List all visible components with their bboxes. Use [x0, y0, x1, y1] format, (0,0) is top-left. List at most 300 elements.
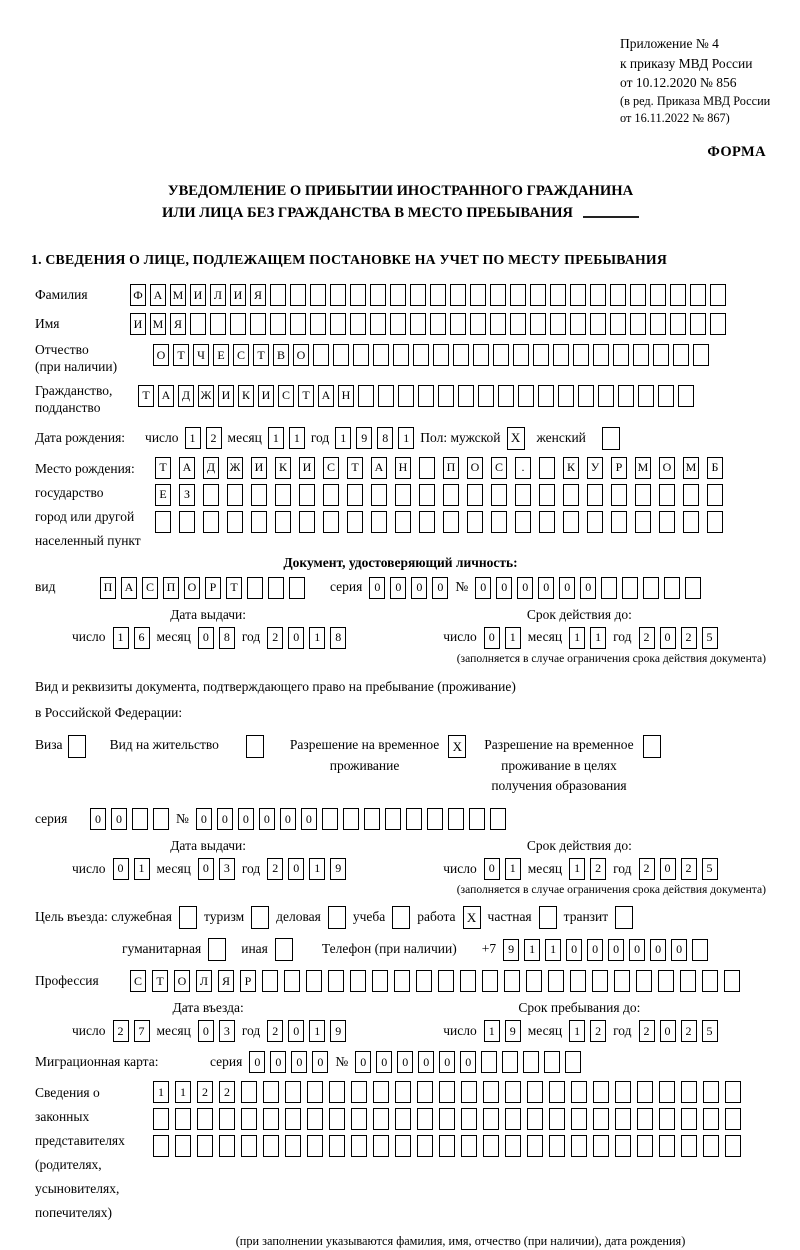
char-cell[interactable]: [450, 284, 466, 306]
char-cell[interactable]: 2: [681, 627, 697, 649]
char-cell[interactable]: [155, 511, 171, 533]
char-cell[interactable]: 1: [289, 427, 305, 449]
char-cell[interactable]: 1: [524, 939, 540, 961]
char-cell[interactable]: 1: [175, 1081, 191, 1103]
char-cell[interactable]: 0: [559, 577, 575, 599]
char-cell[interactable]: 7: [134, 1020, 150, 1042]
char-cell[interactable]: [323, 484, 339, 506]
char-cell[interactable]: [416, 970, 432, 992]
char-cell[interactable]: 2: [590, 858, 606, 880]
char-cell[interactable]: [478, 385, 494, 407]
char-cell[interactable]: [683, 484, 699, 506]
char-cell[interactable]: [702, 970, 718, 992]
char-cell[interactable]: [153, 1135, 169, 1157]
char-cell[interactable]: [210, 313, 226, 335]
char-cell[interactable]: [351, 1108, 367, 1130]
char-cell[interactable]: 5: [702, 1020, 718, 1042]
char-cell[interactable]: [510, 313, 526, 335]
char-cell[interactable]: [132, 808, 148, 830]
char-cell[interactable]: [725, 1108, 741, 1130]
char-cell[interactable]: М: [170, 284, 186, 306]
char-cell[interactable]: 2: [113, 1020, 129, 1042]
char-cell[interactable]: 0: [411, 577, 427, 599]
char-cell[interactable]: 9: [503, 939, 519, 961]
char-cell[interactable]: 0: [671, 939, 687, 961]
char-cell[interactable]: [678, 385, 694, 407]
char-cell[interactable]: [241, 1135, 257, 1157]
char-cell[interactable]: О: [467, 457, 483, 479]
char-cell[interactable]: [413, 344, 429, 366]
char-cell[interactable]: [219, 1108, 235, 1130]
char-cell[interactable]: [263, 1135, 279, 1157]
char-cell[interactable]: [570, 284, 586, 306]
char-cell[interactable]: С: [278, 385, 294, 407]
char-cell[interactable]: Б: [707, 457, 723, 479]
char-cell[interactable]: [290, 313, 306, 335]
char-cell[interactable]: [410, 313, 426, 335]
char-cell[interactable]: [370, 284, 386, 306]
char-cell[interactable]: [491, 484, 507, 506]
char-cell[interactable]: 2: [590, 1020, 606, 1042]
char-cell[interactable]: [460, 970, 476, 992]
char-cell[interactable]: [681, 1081, 697, 1103]
char-cell[interactable]: [395, 484, 411, 506]
char-cell[interactable]: [430, 313, 446, 335]
char-cell[interactable]: [527, 1081, 543, 1103]
char-cell[interactable]: 2: [219, 1081, 235, 1103]
char-cell[interactable]: [285, 1135, 301, 1157]
char-cell[interactable]: 2: [267, 858, 283, 880]
char-cell[interactable]: [681, 1108, 697, 1130]
char-cell[interactable]: [637, 1135, 653, 1157]
char-cell[interactable]: 2: [197, 1081, 213, 1103]
char-cell[interactable]: 0: [288, 627, 304, 649]
char-cell[interactable]: [692, 939, 708, 961]
char-cell[interactable]: [398, 385, 414, 407]
char-cell[interactable]: Р: [240, 970, 256, 992]
char-cell[interactable]: К: [238, 385, 254, 407]
char-cell[interactable]: 5: [702, 627, 718, 649]
char-cell[interactable]: С: [491, 457, 507, 479]
char-cell[interactable]: М: [683, 457, 699, 479]
char-cell[interactable]: М: [635, 457, 651, 479]
char-cell[interactable]: Т: [253, 344, 269, 366]
char-cell[interactable]: 0: [517, 577, 533, 599]
char-cell[interactable]: [673, 344, 689, 366]
char-cell[interactable]: [553, 344, 569, 366]
char-cell[interactable]: [419, 457, 435, 479]
char-cell[interactable]: Е: [155, 484, 171, 506]
char-cell[interactable]: Т: [138, 385, 154, 407]
purpose-official-checkbox[interactable]: [179, 906, 197, 929]
char-cell[interactable]: [550, 313, 566, 335]
char-cell[interactable]: Ф: [130, 284, 146, 306]
char-cell[interactable]: [313, 344, 329, 366]
char-cell[interactable]: [670, 313, 686, 335]
char-cell[interactable]: [601, 577, 617, 599]
char-cell[interactable]: [430, 284, 446, 306]
char-cell[interactable]: [548, 970, 564, 992]
char-cell[interactable]: [611, 484, 627, 506]
char-cell[interactable]: [473, 344, 489, 366]
char-cell[interactable]: [247, 577, 263, 599]
char-cell[interactable]: [615, 1135, 631, 1157]
char-cell[interactable]: 0: [660, 858, 676, 880]
char-cell[interactable]: [593, 344, 609, 366]
char-cell[interactable]: [707, 484, 723, 506]
option-visa-checkbox[interactable]: [68, 735, 86, 758]
char-cell[interactable]: [680, 970, 696, 992]
char-cell[interactable]: [461, 1081, 477, 1103]
char-cell[interactable]: [658, 385, 674, 407]
char-cell[interactable]: [329, 1108, 345, 1130]
char-cell[interactable]: Ч: [193, 344, 209, 366]
char-cell[interactable]: А: [121, 577, 137, 599]
char-cell[interactable]: [241, 1081, 257, 1103]
char-cell[interactable]: 0: [484, 858, 500, 880]
char-cell[interactable]: И: [190, 284, 206, 306]
char-cell[interactable]: [633, 344, 649, 366]
char-cell[interactable]: [461, 1108, 477, 1130]
char-cell[interactable]: [378, 385, 394, 407]
char-cell[interactable]: [563, 484, 579, 506]
char-cell[interactable]: [419, 484, 435, 506]
char-cell[interactable]: И: [299, 457, 315, 479]
char-cell[interactable]: 0: [580, 577, 596, 599]
char-cell[interactable]: [284, 970, 300, 992]
option-temp-residence-checkbox[interactable]: X: [448, 735, 466, 758]
char-cell[interactable]: [498, 385, 514, 407]
char-cell[interactable]: Д: [178, 385, 194, 407]
char-cell[interactable]: [394, 970, 410, 992]
char-cell[interactable]: 0: [217, 808, 233, 830]
char-cell[interactable]: 0: [376, 1051, 392, 1073]
char-cell[interactable]: [343, 808, 359, 830]
char-cell[interactable]: [285, 1108, 301, 1130]
char-cell[interactable]: Р: [611, 457, 627, 479]
char-cell[interactable]: [659, 511, 675, 533]
char-cell[interactable]: 0: [369, 577, 385, 599]
char-cell[interactable]: [251, 511, 267, 533]
char-cell[interactable]: [622, 577, 638, 599]
char-cell[interactable]: [262, 970, 278, 992]
char-cell[interactable]: [275, 484, 291, 506]
char-cell[interactable]: О: [293, 344, 309, 366]
char-cell[interactable]: [330, 313, 346, 335]
char-cell[interactable]: [373, 1081, 389, 1103]
char-cell[interactable]: А: [179, 457, 195, 479]
char-cell[interactable]: [598, 385, 614, 407]
char-cell[interactable]: И: [218, 385, 234, 407]
char-cell[interactable]: [329, 1135, 345, 1157]
char-cell[interactable]: [350, 313, 366, 335]
char-cell[interactable]: [351, 1135, 367, 1157]
char-cell[interactable]: [630, 284, 646, 306]
option-residence-permit-checkbox[interactable]: [246, 735, 264, 758]
purpose-transit-checkbox[interactable]: [615, 906, 633, 929]
char-cell[interactable]: [693, 344, 709, 366]
char-cell[interactable]: 0: [198, 858, 214, 880]
char-cell[interactable]: 5: [702, 858, 718, 880]
char-cell[interactable]: 2: [681, 858, 697, 880]
char-cell[interactable]: 1: [505, 627, 521, 649]
char-cell[interactable]: [427, 808, 443, 830]
char-cell[interactable]: 0: [460, 1051, 476, 1073]
char-cell[interactable]: [289, 577, 305, 599]
char-cell[interactable]: [219, 1135, 235, 1157]
char-cell[interactable]: [527, 1108, 543, 1130]
char-cell[interactable]: М: [150, 313, 166, 335]
char-cell[interactable]: [153, 1108, 169, 1130]
char-cell[interactable]: [643, 577, 659, 599]
char-cell[interactable]: [373, 1108, 389, 1130]
char-cell[interactable]: [373, 344, 389, 366]
char-cell[interactable]: [353, 344, 369, 366]
char-cell[interactable]: [330, 284, 346, 306]
char-cell[interactable]: Д: [203, 457, 219, 479]
char-cell[interactable]: 0: [418, 1051, 434, 1073]
purpose-tourism-checkbox[interactable]: [251, 906, 269, 929]
char-cell[interactable]: [179, 511, 195, 533]
char-cell[interactable]: 2: [639, 627, 655, 649]
char-cell[interactable]: [659, 1081, 675, 1103]
char-cell[interactable]: 0: [301, 808, 317, 830]
char-cell[interactable]: [592, 970, 608, 992]
char-cell[interactable]: [614, 970, 630, 992]
char-cell[interactable]: И: [251, 457, 267, 479]
char-cell[interactable]: [153, 808, 169, 830]
char-cell[interactable]: С: [323, 457, 339, 479]
char-cell[interactable]: [461, 1135, 477, 1157]
char-cell[interactable]: [565, 1051, 581, 1073]
char-cell[interactable]: [703, 1108, 719, 1130]
char-cell[interactable]: А: [318, 385, 334, 407]
char-cell[interactable]: Т: [155, 457, 171, 479]
char-cell[interactable]: Я: [170, 313, 186, 335]
char-cell[interactable]: [393, 344, 409, 366]
char-cell[interactable]: П: [100, 577, 116, 599]
char-cell[interactable]: [610, 313, 626, 335]
sex-female-checkbox[interactable]: [602, 427, 620, 450]
char-cell[interactable]: [513, 344, 529, 366]
purpose-humanitarian-checkbox[interactable]: [208, 938, 226, 961]
char-cell[interactable]: 1: [113, 627, 129, 649]
char-cell[interactable]: [203, 511, 219, 533]
char-cell[interactable]: 2: [267, 1020, 283, 1042]
char-cell[interactable]: 0: [198, 1020, 214, 1042]
char-cell[interactable]: [433, 344, 449, 366]
char-cell[interactable]: Ж: [227, 457, 243, 479]
char-cell[interactable]: 0: [484, 627, 500, 649]
char-cell[interactable]: [690, 313, 706, 335]
char-cell[interactable]: 1: [335, 427, 351, 449]
char-cell[interactable]: 0: [196, 808, 212, 830]
char-cell[interactable]: [467, 484, 483, 506]
char-cell[interactable]: 1: [134, 858, 150, 880]
char-cell[interactable]: [347, 484, 363, 506]
char-cell[interactable]: [530, 284, 546, 306]
char-cell[interactable]: [526, 970, 542, 992]
char-cell[interactable]: [549, 1081, 565, 1103]
char-cell[interactable]: [251, 484, 267, 506]
char-cell[interactable]: [613, 344, 629, 366]
char-cell[interactable]: [469, 808, 485, 830]
char-cell[interactable]: [395, 1081, 411, 1103]
char-cell[interactable]: А: [150, 284, 166, 306]
char-cell[interactable]: А: [158, 385, 174, 407]
char-cell[interactable]: 0: [288, 858, 304, 880]
char-cell[interactable]: [593, 1135, 609, 1157]
char-cell[interactable]: [538, 385, 554, 407]
char-cell[interactable]: [593, 1081, 609, 1103]
char-cell[interactable]: [685, 577, 701, 599]
char-cell[interactable]: Т: [152, 970, 168, 992]
char-cell[interactable]: [523, 1051, 539, 1073]
char-cell[interactable]: 1: [398, 427, 414, 449]
char-cell[interactable]: [571, 1081, 587, 1103]
char-cell[interactable]: [659, 1108, 675, 1130]
char-cell[interactable]: [310, 284, 326, 306]
char-cell[interactable]: 0: [280, 808, 296, 830]
char-cell[interactable]: [197, 1108, 213, 1130]
char-cell[interactable]: 2: [206, 427, 222, 449]
char-cell[interactable]: Я: [250, 284, 266, 306]
char-cell[interactable]: Л: [196, 970, 212, 992]
char-cell[interactable]: [358, 385, 374, 407]
char-cell[interactable]: [453, 344, 469, 366]
char-cell[interactable]: [533, 344, 549, 366]
char-cell[interactable]: [590, 284, 606, 306]
char-cell[interactable]: С: [142, 577, 158, 599]
char-cell[interactable]: [703, 1135, 719, 1157]
char-cell[interactable]: [227, 511, 243, 533]
char-cell[interactable]: 8: [219, 627, 235, 649]
char-cell[interactable]: [310, 313, 326, 335]
char-cell[interactable]: Н: [395, 457, 411, 479]
char-cell[interactable]: [197, 1135, 213, 1157]
char-cell[interactable]: [690, 284, 706, 306]
char-cell[interactable]: [483, 1135, 499, 1157]
char-cell[interactable]: 1: [569, 858, 585, 880]
char-cell[interactable]: [664, 577, 680, 599]
option-temp-residence-education-checkbox[interactable]: [643, 735, 661, 758]
char-cell[interactable]: [270, 313, 286, 335]
char-cell[interactable]: О: [659, 457, 675, 479]
char-cell[interactable]: 0: [270, 1051, 286, 1073]
char-cell[interactable]: [571, 1108, 587, 1130]
char-cell[interactable]: [659, 484, 675, 506]
char-cell[interactable]: 2: [681, 1020, 697, 1042]
purpose-work-checkbox[interactable]: X: [463, 906, 481, 929]
char-cell[interactable]: 0: [538, 577, 554, 599]
char-cell[interactable]: 0: [629, 939, 645, 961]
char-cell[interactable]: З: [179, 484, 195, 506]
char-cell[interactable]: [371, 511, 387, 533]
char-cell[interactable]: [724, 970, 740, 992]
char-cell[interactable]: 9: [330, 858, 346, 880]
char-cell[interactable]: [250, 313, 266, 335]
char-cell[interactable]: [539, 484, 555, 506]
char-cell[interactable]: [504, 970, 520, 992]
char-cell[interactable]: 0: [288, 1020, 304, 1042]
char-cell[interactable]: [658, 970, 674, 992]
char-cell[interactable]: 3: [219, 1020, 235, 1042]
char-cell[interactable]: 0: [432, 577, 448, 599]
char-cell[interactable]: [550, 284, 566, 306]
char-cell[interactable]: 0: [496, 577, 512, 599]
char-cell[interactable]: 3: [219, 858, 235, 880]
char-cell[interactable]: Е: [213, 344, 229, 366]
char-cell[interactable]: 1: [484, 1020, 500, 1042]
char-cell[interactable]: [618, 385, 634, 407]
char-cell[interactable]: [636, 970, 652, 992]
char-cell[interactable]: [395, 511, 411, 533]
char-cell[interactable]: 1: [569, 1020, 585, 1042]
char-cell[interactable]: .: [515, 457, 531, 479]
char-cell[interactable]: [417, 1135, 433, 1157]
char-cell[interactable]: [563, 511, 579, 533]
char-cell[interactable]: [659, 1135, 675, 1157]
char-cell[interactable]: 1: [545, 939, 561, 961]
char-cell[interactable]: У: [587, 457, 603, 479]
char-cell[interactable]: [307, 1108, 323, 1130]
char-cell[interactable]: [558, 385, 574, 407]
char-cell[interactable]: 1: [153, 1081, 169, 1103]
char-cell[interactable]: [491, 511, 507, 533]
char-cell[interactable]: [307, 1081, 323, 1103]
char-cell[interactable]: [505, 1108, 521, 1130]
char-cell[interactable]: [681, 1135, 697, 1157]
char-cell[interactable]: С: [233, 344, 249, 366]
char-cell[interactable]: [470, 284, 486, 306]
char-cell[interactable]: [539, 511, 555, 533]
char-cell[interactable]: [450, 313, 466, 335]
char-cell[interactable]: [530, 313, 546, 335]
char-cell[interactable]: П: [443, 457, 459, 479]
char-cell[interactable]: [439, 1081, 455, 1103]
char-cell[interactable]: [483, 1081, 499, 1103]
char-cell[interactable]: [329, 1081, 345, 1103]
char-cell[interactable]: Ж: [198, 385, 214, 407]
char-cell[interactable]: [285, 1081, 301, 1103]
char-cell[interactable]: [351, 1081, 367, 1103]
char-cell[interactable]: 0: [660, 627, 676, 649]
char-cell[interactable]: [615, 1108, 631, 1130]
char-cell[interactable]: 1: [185, 427, 201, 449]
char-cell[interactable]: 0: [390, 577, 406, 599]
char-cell[interactable]: [653, 344, 669, 366]
char-cell[interactable]: [307, 1135, 323, 1157]
char-cell[interactable]: [725, 1135, 741, 1157]
char-cell[interactable]: 0: [249, 1051, 265, 1073]
char-cell[interactable]: [611, 511, 627, 533]
char-cell[interactable]: [725, 1081, 741, 1103]
char-cell[interactable]: [270, 284, 286, 306]
char-cell[interactable]: 0: [566, 939, 582, 961]
char-cell[interactable]: [710, 313, 726, 335]
char-cell[interactable]: [707, 511, 723, 533]
char-cell[interactable]: 1: [309, 1020, 325, 1042]
char-cell[interactable]: [458, 385, 474, 407]
char-cell[interactable]: [635, 484, 651, 506]
char-cell[interactable]: [373, 1135, 389, 1157]
char-cell[interactable]: Н: [338, 385, 354, 407]
char-cell[interactable]: 9: [356, 427, 372, 449]
char-cell[interactable]: [710, 284, 726, 306]
char-cell[interactable]: П: [163, 577, 179, 599]
char-cell[interactable]: [527, 1135, 543, 1157]
char-cell[interactable]: [610, 284, 626, 306]
